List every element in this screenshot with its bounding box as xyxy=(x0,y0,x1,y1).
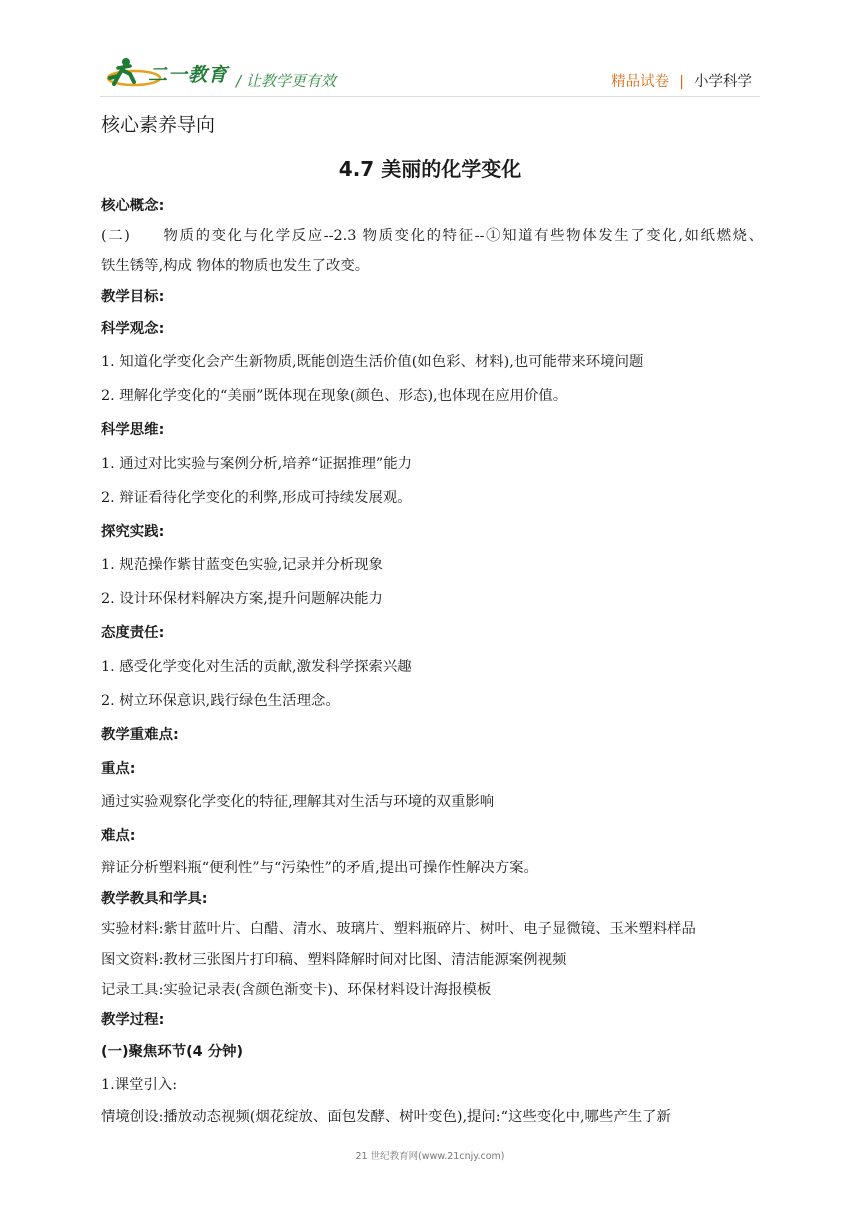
key-difficult-label: 教学重难点: xyxy=(101,727,179,743)
step1-label: (一)聚焦环节(4 分钟) xyxy=(101,1044,244,1060)
attitude-item-2: 2. 树立环保意识,践行绿色生活理念。 xyxy=(101,693,340,709)
section-heading: 核心素养导向 xyxy=(101,114,216,136)
sci-thinking-label: 科学思维: xyxy=(101,422,165,438)
sci-concept-label: 科学观念: xyxy=(101,321,165,337)
tools-item-3: 记录工具:实验记录表(含颜色渐变卡)、环保材料设计海报模板 xyxy=(101,982,492,998)
header-slogan: / 让教学更有效 xyxy=(236,72,336,90)
inquiry-label: 探究实践: xyxy=(101,524,165,540)
sci-thinking-item-2: 2. 辩证看待化学变化的利弊,形成可持续发展观。 xyxy=(101,490,412,506)
core-concept-label: 核心概念: xyxy=(101,198,165,214)
inquiry-item-2: 2. 设计环保材料解决方案,提升问题解决能力 xyxy=(101,591,383,607)
header-divider xyxy=(100,96,760,97)
sci-thinking-item-1: 1. 通过对比实验与案例分析,培养“证据推理”能力 xyxy=(101,456,413,472)
tools-item-1: 实验材料:紫甘蓝叶片、白醋、清水、玻璃片、塑料瓶碎片、树叶、电子显微镜、玉米塑料样品 xyxy=(101,921,696,937)
document-title xyxy=(0,153,860,182)
core-concept-line2: 铁生锈等,构成 物体的物质也发生了改变。 xyxy=(101,258,370,274)
tag-subject: 小学科学 xyxy=(694,74,752,90)
page-header xyxy=(0,0,860,100)
process-label: 教学过程: xyxy=(101,1012,165,1028)
document-title-text: 4.7 美丽的化学变化 xyxy=(338,157,522,181)
sci-concept-item-1: 1. 知道化学变化会产生新物质,既能创造生活价值(如色彩、材料),也可能带来环境问题 xyxy=(101,354,644,370)
tag-separator: | xyxy=(679,74,684,90)
step1-sub: 1.课堂引入: xyxy=(101,1077,178,1093)
step1-text: 情境创设:播放动态视频(烟花绽放、面包发酵、树叶变色),提问:“这些变化中,哪些产生了新 xyxy=(101,1109,671,1125)
attitude-label: 态度责任: xyxy=(101,625,165,641)
header-tags xyxy=(611,70,752,91)
difficult-point-text: 辩证分析塑料瓶“便利性”与“污染性”的矛盾,提出可操作性解决方案。 xyxy=(101,860,538,876)
key-point-label: 重点: xyxy=(101,761,136,777)
key-point-text: 通过实验观察化学变化的特征,理解其对生活与环境的双重影响 xyxy=(101,794,495,810)
tag-premium-exam: 精品试卷 xyxy=(611,74,670,90)
tools-item-2: 图文资料:教材三张图片打印稿、塑料降解时间对比图、清洁能源案例视频 xyxy=(101,952,567,968)
goals-label: 教学目标: xyxy=(101,289,165,305)
page-footer: 21 世纪教育网(www.21cnjy.com) xyxy=(355,1151,505,1162)
difficult-point-label: 难点: xyxy=(101,828,136,844)
attitude-item-1: 1. 感受化学变化对生活的贡献,激发科学探索兴趣 xyxy=(101,659,412,675)
inquiry-item-1: 1. 规范操作紫甘蓝变色实验,记录并分析现象 xyxy=(101,557,383,573)
sci-concept-item-2: 2. 理解化学变化的“美丽”既体现在现象(颜色、形态),也体现在应用价值。 xyxy=(101,388,568,404)
logo-text: 二一教育 xyxy=(148,64,229,86)
core-concept-line1: (二) 物质的变化与化学反应--2.3 物质变化的特征--①知道有些物体发生了变化,如纸燃烧、 xyxy=(101,228,763,244)
tools-label: 教学教具和学具: xyxy=(101,891,208,907)
